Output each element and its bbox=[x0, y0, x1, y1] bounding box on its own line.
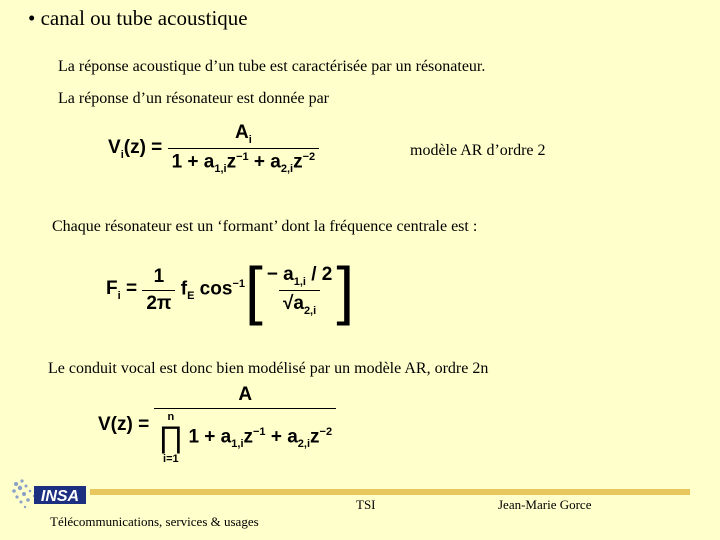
equation-vocal-tract: V(z) = A n ∏ i=1 $1 + a_{1,i}z^{-1} + a_{2,i}z^{-2}$ bbox=[98, 384, 336, 465]
text-line-1: La réponse acoustique d’un tube est caractérisée par un résonateur. bbox=[58, 58, 486, 75]
equation-resonator: $V_i(z)$ = $\frac{A_i}{1 + a_{1,i}z^{-1} + a_{2,i}z^{-2}}$ bbox=[108, 122, 319, 175]
insa-logo bbox=[10, 476, 88, 512]
footer-author: Jean-Marie Gorce bbox=[498, 497, 592, 512]
text-line-3: Chaque résonateur est un ‘formant’ dont la fréquence centrale est : bbox=[52, 218, 478, 235]
slide-title: • canal ou tube acoustique bbox=[28, 6, 248, 30]
equation-formant: $F_i$ = $\frac{1}{2\pi}$ $f_E$ $\cos^{-1}$ [ $\frac{- a_{1,i} / 2}{√a_{2,i}}$ ] bbox=[106, 254, 355, 326]
footer-divider bbox=[90, 489, 690, 495]
text-line-2: La réponse d’un résonateur est donnée par bbox=[58, 90, 329, 107]
model-note: modèle AR d’ordre 2 bbox=[410, 142, 546, 159]
footer-subtitle: Télécommunications, services & usages bbox=[50, 514, 259, 529]
svg-text:INSA: INSA bbox=[40, 488, 80, 505]
text-line-4: Le conduit vocal est donc bien modélisé par un modèle AR, ordre 2n bbox=[48, 360, 489, 377]
footer-center: TSI bbox=[356, 497, 376, 512]
